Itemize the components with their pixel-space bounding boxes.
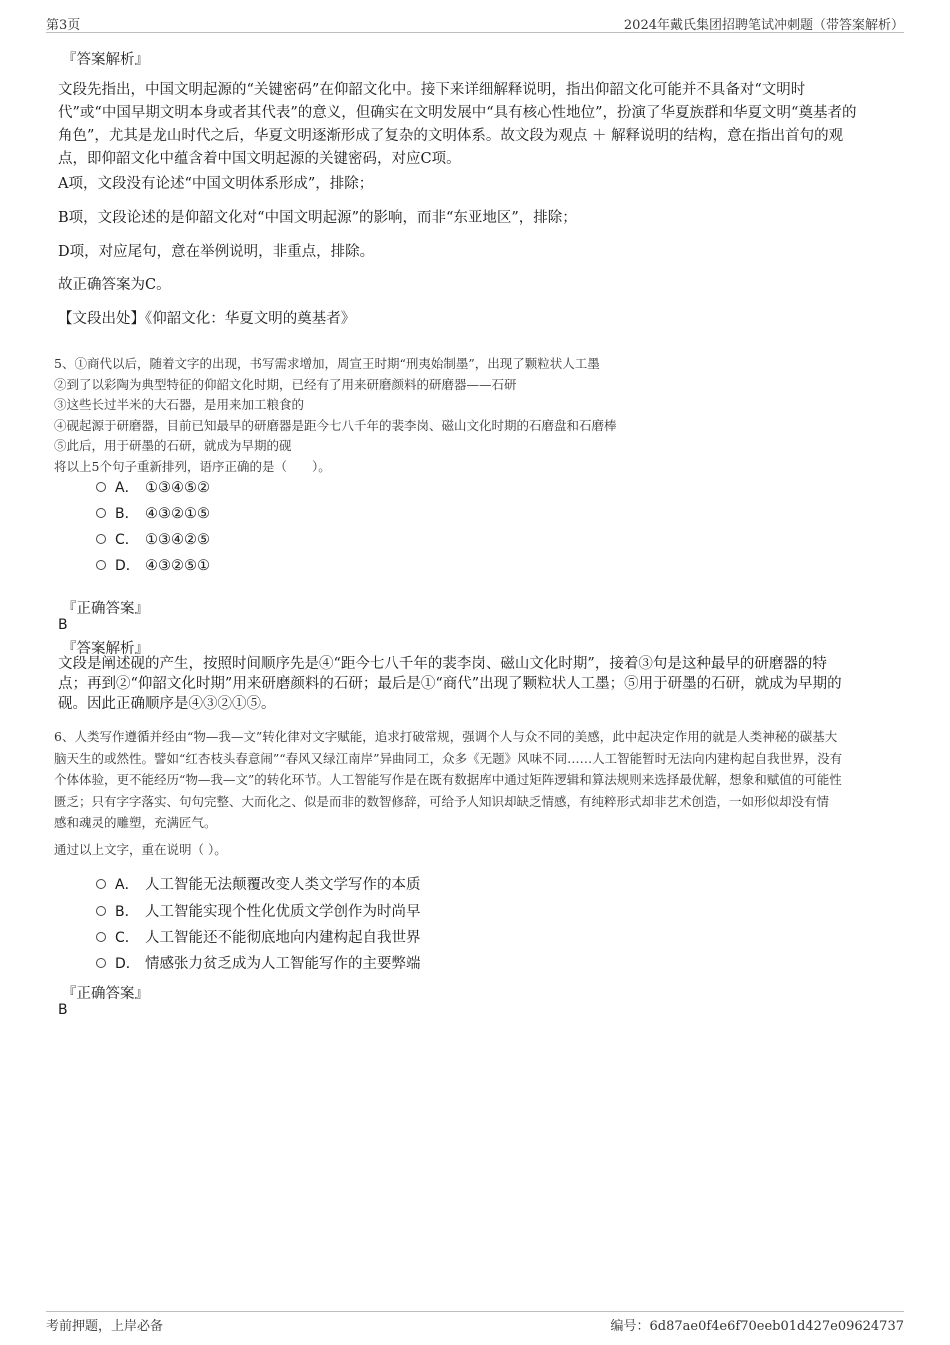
q5-stem-line: 将以上5个句子重新排列，语序正确的是（ ）。 [54, 458, 331, 474]
q5-answer: B [58, 617, 68, 633]
q6-answer-heading: 『正确答案』 [62, 986, 149, 1002]
q6-option-a[interactable]: A． 人工智能无法颠覆改变人类文学写作的本质 [96, 874, 421, 896]
radio-icon[interactable] [96, 482, 106, 492]
document-title: 2024年戴氏集团招聘笔试冲刺题（带答案解析） [623, 18, 904, 33]
q4-analysis-line: 点，即仰韶文化中蕴含着中国文明起源的关键密码，对应C项。 [58, 151, 461, 167]
q4-option-d-note: D项，对应尾句，意在举例说明，非重点，排除。 [58, 244, 375, 260]
q5-analysis-heading: 『答案解析』 [62, 641, 149, 657]
q6-stem-line: 脑天生的或然性。譬如“红杏枝头春意闹”“春风又绿江南岸”异曲同工，众多《无题》风味不同……人工智能暂时无法向内建构起自我世界，没有 [54, 750, 843, 766]
q5-analysis-paragraph [58, 654, 898, 714]
q4-analysis-line: 文段先指出，中国文明起源的“关键密码”在仰韶文化中。接下来详细解释说明，指出仰韶文化可能并不具备对“文明时 [58, 82, 806, 98]
q4-conclusion: 故正确答案为C。 [58, 277, 171, 293]
q5-analysis-line: 砚。因此正确顺序是④③②①⑤。 [58, 696, 276, 712]
q5-option-b[interactable]: B． ④③②①⑤ [96, 503, 210, 525]
page-header [46, 14, 904, 33]
q4-analysis-heading: 『答案解析』 [62, 52, 149, 68]
q5-stem-line: 5、①商代以后，随着文字的出现，书写需求增加，周宣王时期“刑夷始制墨”，出现了颗粒状人工墨 [54, 356, 600, 371]
radio-icon[interactable] [96, 906, 106, 916]
page-footer [46, 1311, 904, 1334]
q5-stem [54, 354, 914, 477]
q6-stem-line: 6、人类写作遵循并经由“物—我—文”转化律对文字赋能，追求打破常规，强调个人与众不同的美感，此中起决定作用的就是人类神秘的碳基大 [54, 729, 838, 744]
q4-option-a-note: A项，文段没有论述“中国文明体系形成”，排除； [58, 176, 374, 192]
q6-answer: B [58, 1002, 68, 1018]
q5-stem-line: ⑤此后，用于研墨的石研，就成为早期的砚 [54, 438, 292, 453]
q5-analysis-line: 点；再到②“仰韶文化时期”用来研磨颜料的石研；最后是①“商代”出现了颗粒状人工墨；⑤用于研墨的石研，就成为早期的 [58, 676, 842, 692]
q4-analysis-line: 代”或“中国早期文明本身或者其代表”的意义，但确实在文明发展中“具有核心性地位”，扮演了华夏族群和华夏文明“奠基者的 [58, 105, 857, 121]
radio-icon[interactable] [96, 534, 106, 544]
q6-option-c[interactable]: C． 人工智能还不能彻底地向内建构起自我世界 [96, 927, 421, 949]
q5-option-c[interactable]: C． ①③④②⑤ [96, 529, 210, 551]
q4-source: 【文段出处】《仰韶文化：华夏文明的奠基者》 [58, 311, 356, 327]
q5-option-a[interactable]: A． ①③④⑤② [96, 477, 210, 499]
document-id: 编号：6d87ae0f4e6f70eeb01d427e09624737 [610, 1319, 904, 1334]
q4-analysis-line: 角色”，尤其是龙山时代之后，华夏文明逐渐形成了复杂的文明体系。故文段为观点 ＋ 解释说明的结构，意在指出首句的观 [58, 128, 844, 144]
q5-answer-heading: 『正确答案』 [62, 601, 149, 617]
q4-analysis-paragraph [58, 79, 898, 171]
q5-stem-line: ④砚起源于研磨器，目前已知最早的研磨器是距今七八千年的裴李岗、磁山文化时期的石磨盘和石磨棒 [54, 417, 617, 433]
q5-option-d[interactable]: D． ④③②⑤① [96, 555, 210, 577]
radio-icon[interactable] [96, 879, 106, 889]
radio-icon[interactable] [96, 560, 106, 570]
radio-icon[interactable] [96, 932, 106, 942]
radio-icon[interactable] [96, 958, 106, 968]
q5-stem-line: ③这些长过半米的大石器，是用来加工粮食的 [54, 397, 305, 412]
q5-analysis-line: 文段是阐述砚的产生，按照时间顺序先是④“距今七八千年的裴李岗、磁山文化时期”，接着③句是这种最早的研磨器的特 [58, 656, 827, 672]
page-number: 第3页 [46, 18, 81, 33]
q6-stem-line: 感和魂灵的雕塑，充满匠气。 [54, 815, 217, 830]
q5-stem-line: ②到了以彩陶为典型特征的仰韶文化时期，已经有了用来研磨颜料的研磨器——石研 [54, 376, 517, 392]
q6-stem-line: 匮乏；只有字字落实、句句完整、大而化之、似是而非的数智修辞，可给予人知识却缺乏情感，有纯粹形式却非艺术创造，一如形似却没有情 [54, 793, 830, 809]
q6-option-b[interactable]: B． 人工智能实现个性化优质文学创作为时尚早 [96, 901, 421, 923]
q6-option-d[interactable]: D． 情感张力贫乏成为人工智能写作的主要弊端 [96, 953, 421, 975]
q6-stem-line: 个体体验，更不能经历“物—我—文”的转化环节。人工智能写作是在既有数据库中通过矩阵逻辑和算法规则来选择最优解，想象和赋值的可能性 [54, 772, 842, 787]
q6-question: 通过以上文字，重在说明（ ）。 [54, 842, 227, 857]
q4-option-b-note: B项，文段论述的是仰韶文化对“中国文明起源”的影响，而非“东亚地区”，排除； [58, 210, 577, 226]
footer-slogan: 考前押题，上岸必备 [46, 1319, 164, 1334]
radio-icon[interactable] [96, 508, 106, 518]
q6-stem [54, 726, 914, 834]
